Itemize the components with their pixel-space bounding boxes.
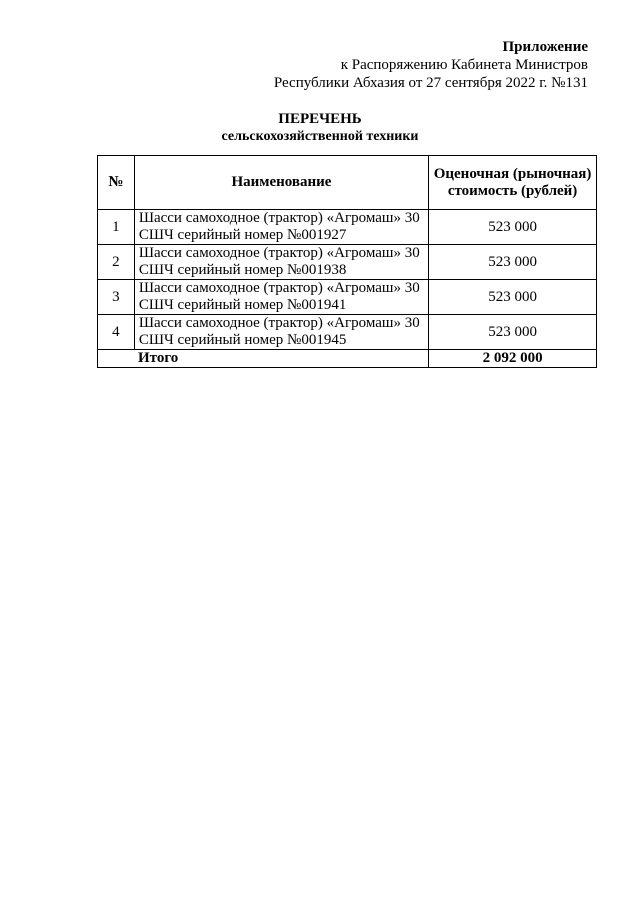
- appendix-line-1: к Распоряжению Кабинета Министров: [340, 57, 588, 73]
- header-price: Оценочная (рыночная) стоимость (рублей): [429, 156, 597, 210]
- row-price: 523 000: [429, 245, 597, 280]
- table-header-row: [98, 156, 597, 210]
- appendix-line-2: Республики Абхазия от 27 сентября 2022 г. №131: [273, 75, 588, 91]
- row-number: 2: [98, 245, 135, 280]
- row-name: Шасси самоходное (трактор) «Агромаш» 30 СШЧ серийный номер №001927: [134, 210, 428, 245]
- table-row: [98, 245, 597, 280]
- document-title: ПЕРЕЧЕНЬ: [278, 111, 362, 127]
- table-total-row: [98, 350, 597, 368]
- row-number: 4: [98, 315, 135, 350]
- row-name: Шасси самоходное (трактор) «Агромаш» 30 СШЧ серийный номер №001938: [134, 245, 428, 280]
- appendix-block: [274, 38, 588, 92]
- appendix-title: Приложение: [502, 39, 588, 55]
- document-subtitle: сельскохозяйственной техники: [221, 129, 419, 144]
- table-row: [98, 315, 597, 350]
- row-price: 523 000: [429, 210, 597, 245]
- row-price: 523 000: [429, 315, 597, 350]
- document-title-block: [0, 110, 640, 146]
- row-number: 3: [98, 280, 135, 315]
- row-name: Шасси самоходное (трактор) «Агромаш» 30 СШЧ серийный номер №001945: [134, 315, 428, 350]
- header-name: Наименование: [134, 156, 428, 210]
- table-row: [98, 280, 597, 315]
- row-number: 1: [98, 210, 135, 245]
- table-row: [98, 210, 597, 245]
- header-number: №: [98, 156, 135, 210]
- total-label: Итого: [98, 350, 429, 368]
- row-price: 523 000: [429, 280, 597, 315]
- equipment-table: [97, 155, 597, 368]
- row-name: Шасси самоходное (трактор) «Агромаш» 30 СШЧ серийный номер №001941: [134, 280, 428, 315]
- total-value: 2 092 000: [429, 350, 597, 368]
